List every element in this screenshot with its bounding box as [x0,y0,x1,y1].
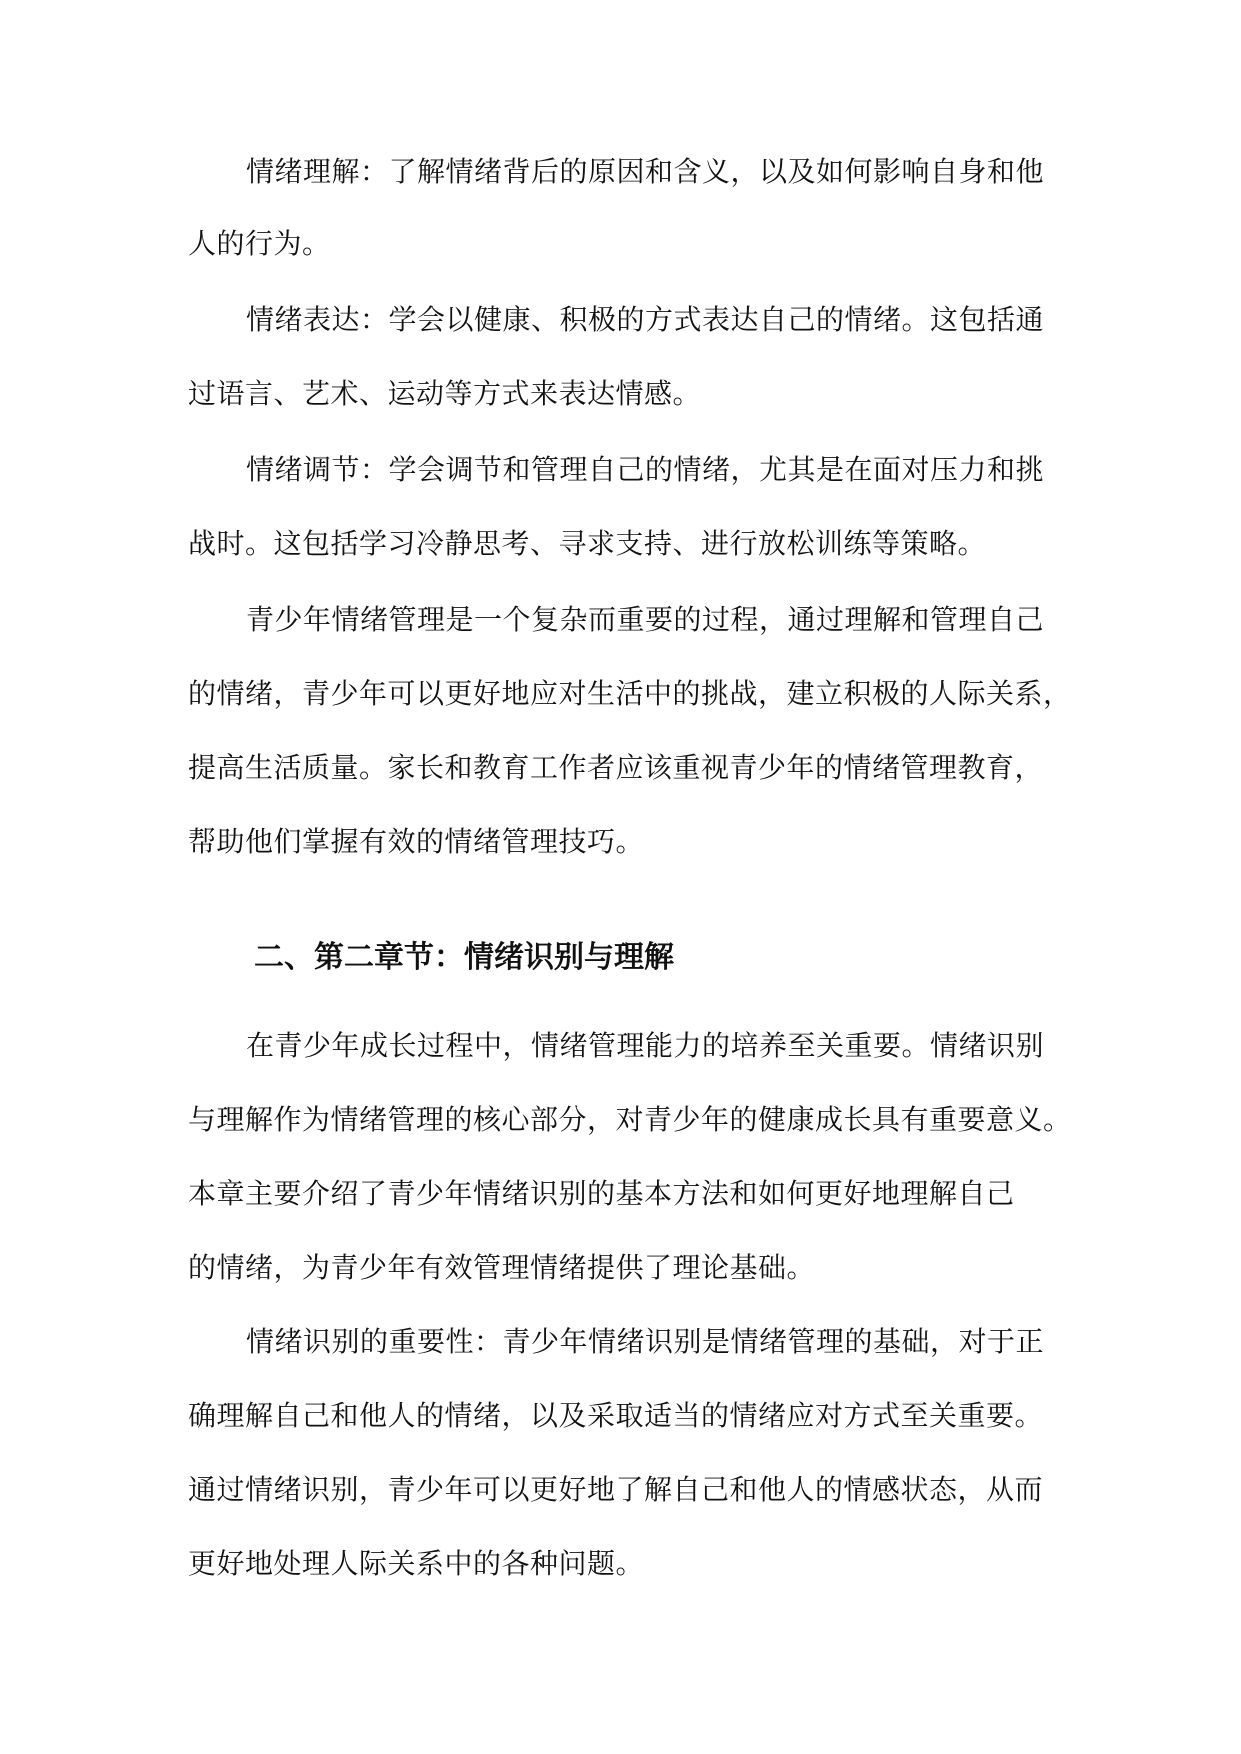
paragraph-emotion-regulation-line-2: 战时。这包括学习冷静思考、寻求支持、进行放松训练等策略。 [188,527,987,560]
paragraph-emotion-expression-line-1: 情绪表达：学会以健康、积极的方式表达自己的情绪。这包括通 [246,303,1045,336]
paragraph-chapter-intro-line-3: 本章主要介绍了青少年情绪识别的基本方法和如何更好地理解自己 [188,1177,1015,1210]
paragraph-summary-line-1: 青少年情绪管理是一个复杂而重要的过程，通过理解和管理自己 [246,603,1045,636]
paragraph-emotion-expression-line-2: 过语言、艺术、运动等方式来表达情感。 [188,377,702,410]
paragraph-recognition-importance-line-4: 更好地处理人际关系中的各种问题。 [188,1547,645,1580]
paragraph-chapter-intro-line-1: 在青少年成长过程中，情绪管理能力的培养至关重要。情绪识别 [246,1029,1045,1062]
section-heading: 二、第二章节：情绪识别与理解 [254,940,674,975]
paragraph-chapter-intro-line-4: 的情绪，为青少年有效管理情绪提供了理论基础。 [188,1251,816,1284]
paragraph-recognition-importance-line-3: 通过情绪识别，青少年可以更好地了解自己和他人的情感状态，从而 [188,1473,1044,1506]
paragraph-emotion-understanding-line-1: 情绪理解：了解情绪背后的原因和含义，以及如何影响自身和他 [246,155,1045,188]
paragraph-recognition-importance-line-2: 确理解自己和他人的情绪，以及采取适当的情绪应对方式至关重要。 [188,1399,1044,1432]
paragraph-summary-line-3: 提高生活质量。家长和教育工作者应该重视青少年的情绪管理教育， [188,751,1044,784]
paragraph-emotion-regulation-line-1: 情绪调节：学会调节和管理自己的情绪，尤其是在面对压力和挑 [246,453,1045,486]
paragraph-recognition-importance-line-1: 情绪识别的重要性：青少年情绪识别是情绪管理的基础，对于正 [246,1325,1045,1358]
paragraph-summary-line-4: 帮助他们掌握有效的情绪管理技巧。 [188,825,645,858]
paragraph-emotion-understanding-line-2: 人的行为。 [188,227,331,260]
paragraph-summary-line-2: 的情绪，青少年可以更好地应对生活中的挑战，建立积极的人际关系， [188,677,1072,710]
paragraph-chapter-intro-line-2: 与理解作为情绪管理的核心部分，对青少年的健康成长具有重要意义。 [188,1103,1072,1136]
